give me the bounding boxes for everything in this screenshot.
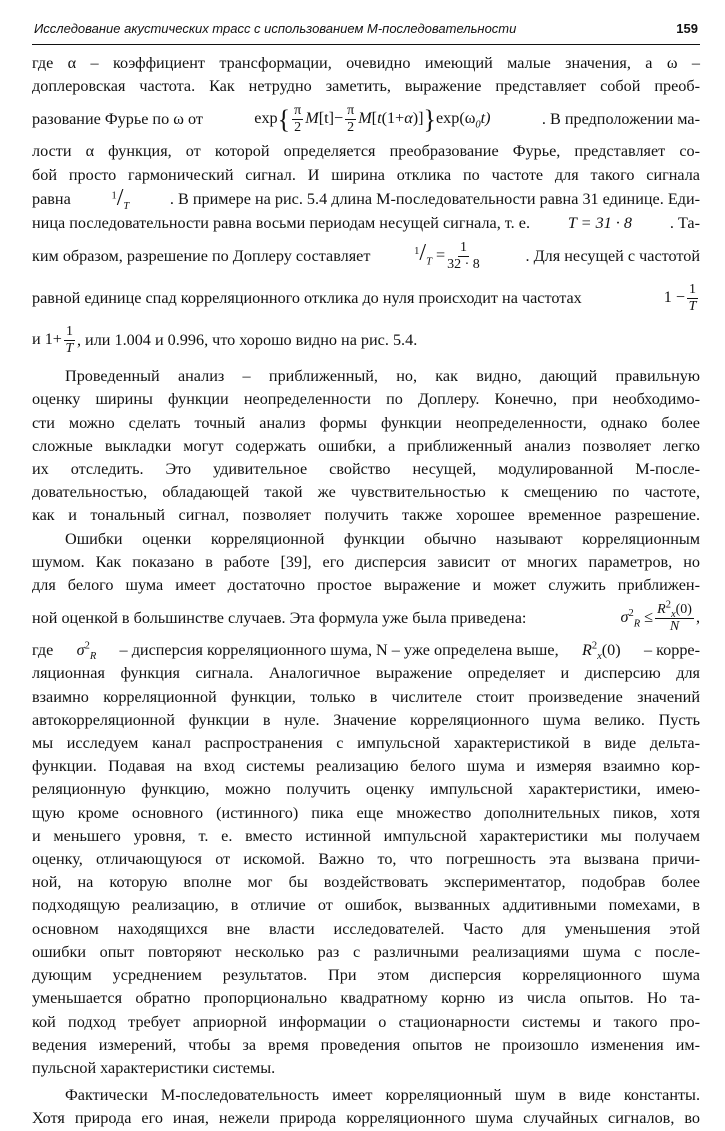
formula-inverse-t: $^1/_T$ <box>111 184 130 213</box>
text-line-with-formula <box>32 235 700 277</box>
text-line: где α – коэффициент трансформации, очевидно имеющий малые значения, а ω – <box>32 54 700 72</box>
text-line: кой подход требует априорной информации о стационарности системы и такого про- <box>32 1012 700 1031</box>
text-fragment: . Та- <box>669 214 700 233</box>
text-fragment: , или 1.004 и 0.996, что хорошо видно на рис. 5.4. <box>76 330 418 349</box>
text-fragment: равна <box>32 189 71 208</box>
text-line: уменьшается обратно пропорционально квадратному корню из числа опытов. Но та- <box>32 989 700 1008</box>
formula-one-minus-inv-t: 1 − $\frac{1}{T}$ <box>663 281 697 314</box>
text-fragment: где <box>32 641 54 660</box>
text-line: мы исследуем канал распространения с импульсной характеристикой в виде дельта- <box>32 734 700 753</box>
formula-one-plus-inv-t: и 1+ $\frac{1}{T}$ <box>32 323 74 356</box>
text-fragment: разование Фурье по ω от <box>32 109 203 128</box>
formula-noise-variance: $\sigma^2_R$ ≤ $\frac{R^2_x(0)}{N}$ , <box>620 599 700 634</box>
text-line: бой просто гармонический сигнал. И ширина отклика по частоте для такого сигнала <box>32 165 700 184</box>
text-line: сти можно сделать точный анализ формы функции неопределенности, однако более <box>32 413 700 432</box>
text-line: Проведенный анализ – приближенный, но, как видно, дающий правильную <box>65 367 700 386</box>
text-line: сложные выкладки могут содержать ошибки, а приближенный анализ позволяет легко <box>32 436 700 455</box>
text-fragment: ной оценкой в большинстве случаев. Эта формула уже была приведена: <box>32 608 527 627</box>
text-fragment: ким образом, разрешение по Доплеру составляет <box>32 246 371 265</box>
text-line: подходящую реализацию, в отличие от ошибок, вызванных аддитивными помехами, в <box>32 896 700 915</box>
text-line: лости α функция, от которой определяется преобразование Фурье, представляет со- <box>32 142 700 161</box>
text-line: Фактически М-последовательность имеет корреляционный шум в виде константы. <box>65 1086 700 1105</box>
text-line-with-formula <box>32 277 700 319</box>
text-line: оценку, отличающуюся от искомой. Важно то, что погрешность эта вызвана причи- <box>32 850 700 869</box>
text-line-with-formula <box>32 212 700 235</box>
text-line: взаимно корреляционной функции, только в числителе стоит произведение значений <box>32 687 700 706</box>
text-fragment: равной единице спад корреляционного отклика до нуля происходит на частотах <box>32 288 582 307</box>
text-fragment: ница последовательности равна восьми периодам несущей сигнала, т. е. <box>32 214 530 233</box>
page-body <box>32 52 700 1131</box>
text-line: ляционная функция сигнала. Аналогичное выражение определяет и дисперсию для <box>32 664 700 683</box>
text-line: пульсной характеристики системы. <box>32 1058 276 1077</box>
formula-rx-zero: $R^2_x(0)$ <box>581 640 621 663</box>
text-line-with-formula <box>32 184 700 213</box>
text-line: довательностью, обладающей такой же чувствительностью к смещению по частоте, <box>32 483 700 502</box>
text-line: ной, на которую вполне мог бы воздействовать экспериментатор, подобрав более <box>32 873 700 892</box>
text-line: шумом. Как показано в работе [39], его дисперсия зависит от многих параметров, но <box>32 552 700 571</box>
formula-exp: exp{ $\frac{\pi}{2}$ M[t]− $\frac{\pi}{2}$ $M[t(1+\alpha)]\}\exp(\omega_0t)$ <box>254 102 491 135</box>
text-line: автокорреляционной функции в нуле. Значение корреляционного шума велико. Пусть <box>32 710 700 729</box>
text-fragment: . В примере на рис. 5.4 длина М-последовательности равна 31 единице. Еди- <box>169 189 700 208</box>
text-line-with-formula <box>32 639 700 662</box>
text-line: Ошибки оценки корреляционной функции обычно называют корреляционным <box>65 529 700 548</box>
text-line: для белого шума имеет достаточно простое выражение и может служить приближен- <box>32 576 700 595</box>
text-line: оценку ширины функции неопределенности по Доплеру. Конечно, при необходимо- <box>32 390 700 409</box>
text-line: доплеровская частота. Как нетрудно заметить, выражение представляет собой преоб- <box>32 77 700 96</box>
text-line: ведения измерений, чтобы за время проведения опытов не произошло изменения им- <box>32 1035 700 1054</box>
text-fragment: . В предположении ма- <box>541 109 700 128</box>
text-line: дующим усреднением результатов. При этом дисперсия корреляционного шума <box>32 966 700 985</box>
text-fragment: – корре- <box>643 641 700 660</box>
text-line: Хотя природа его иная, нежели природа корреляционного шума случайных сигналов, во <box>32 1109 700 1128</box>
text-line: реляционную функцию, можно получить оценку импульсной характеристики, имею- <box>32 780 700 799</box>
text-line: и меньшего уровня, т. е. вместо истинной импульсной характеристики мы получаем <box>32 826 700 845</box>
text-fragment: – дисперсия корреляционного шума, N – уже определена выше, <box>119 641 559 660</box>
text-line-with-formula <box>32 98 700 140</box>
formula-t-equals: T = 31 · 8 <box>567 214 632 233</box>
text-line: основном находящихся вне власти исследователей. Часто для уменьшения этой <box>32 919 700 938</box>
text-line: ошибки опыт повторяют несколько раз с различными реализациями шума с после- <box>32 942 700 961</box>
text-line: как и тональный сигнал, позволяет получить также хорошее временное разрешение. <box>32 506 700 525</box>
text-line-with-formula <box>32 597 700 639</box>
running-header <box>32 18 700 45</box>
formula-sigma-r: $\sigma^2_R$ <box>76 640 97 663</box>
text-line: щую кроме основного (истинного) пика еще множество дополнительных пиков, хотя <box>32 803 700 822</box>
formula-doppler-resolution: $^1/_T$ = $\frac{1}{32 \cdot 8}$ <box>414 239 480 272</box>
text-line-with-formula <box>32 319 700 361</box>
text-line: функции. Подавая на вход системы реализацию белого шума и измеряя взаимно кор- <box>32 757 700 776</box>
page-number: 159 <box>676 21 698 36</box>
header-title: Исследование акустических трасс с использованием М-последовательности <box>34 21 517 36</box>
text-line: их отследить. Это удивительное свойство несущей, модулированной М-после- <box>32 460 700 479</box>
text-fragment: . Для несущей с частотой <box>525 246 700 265</box>
